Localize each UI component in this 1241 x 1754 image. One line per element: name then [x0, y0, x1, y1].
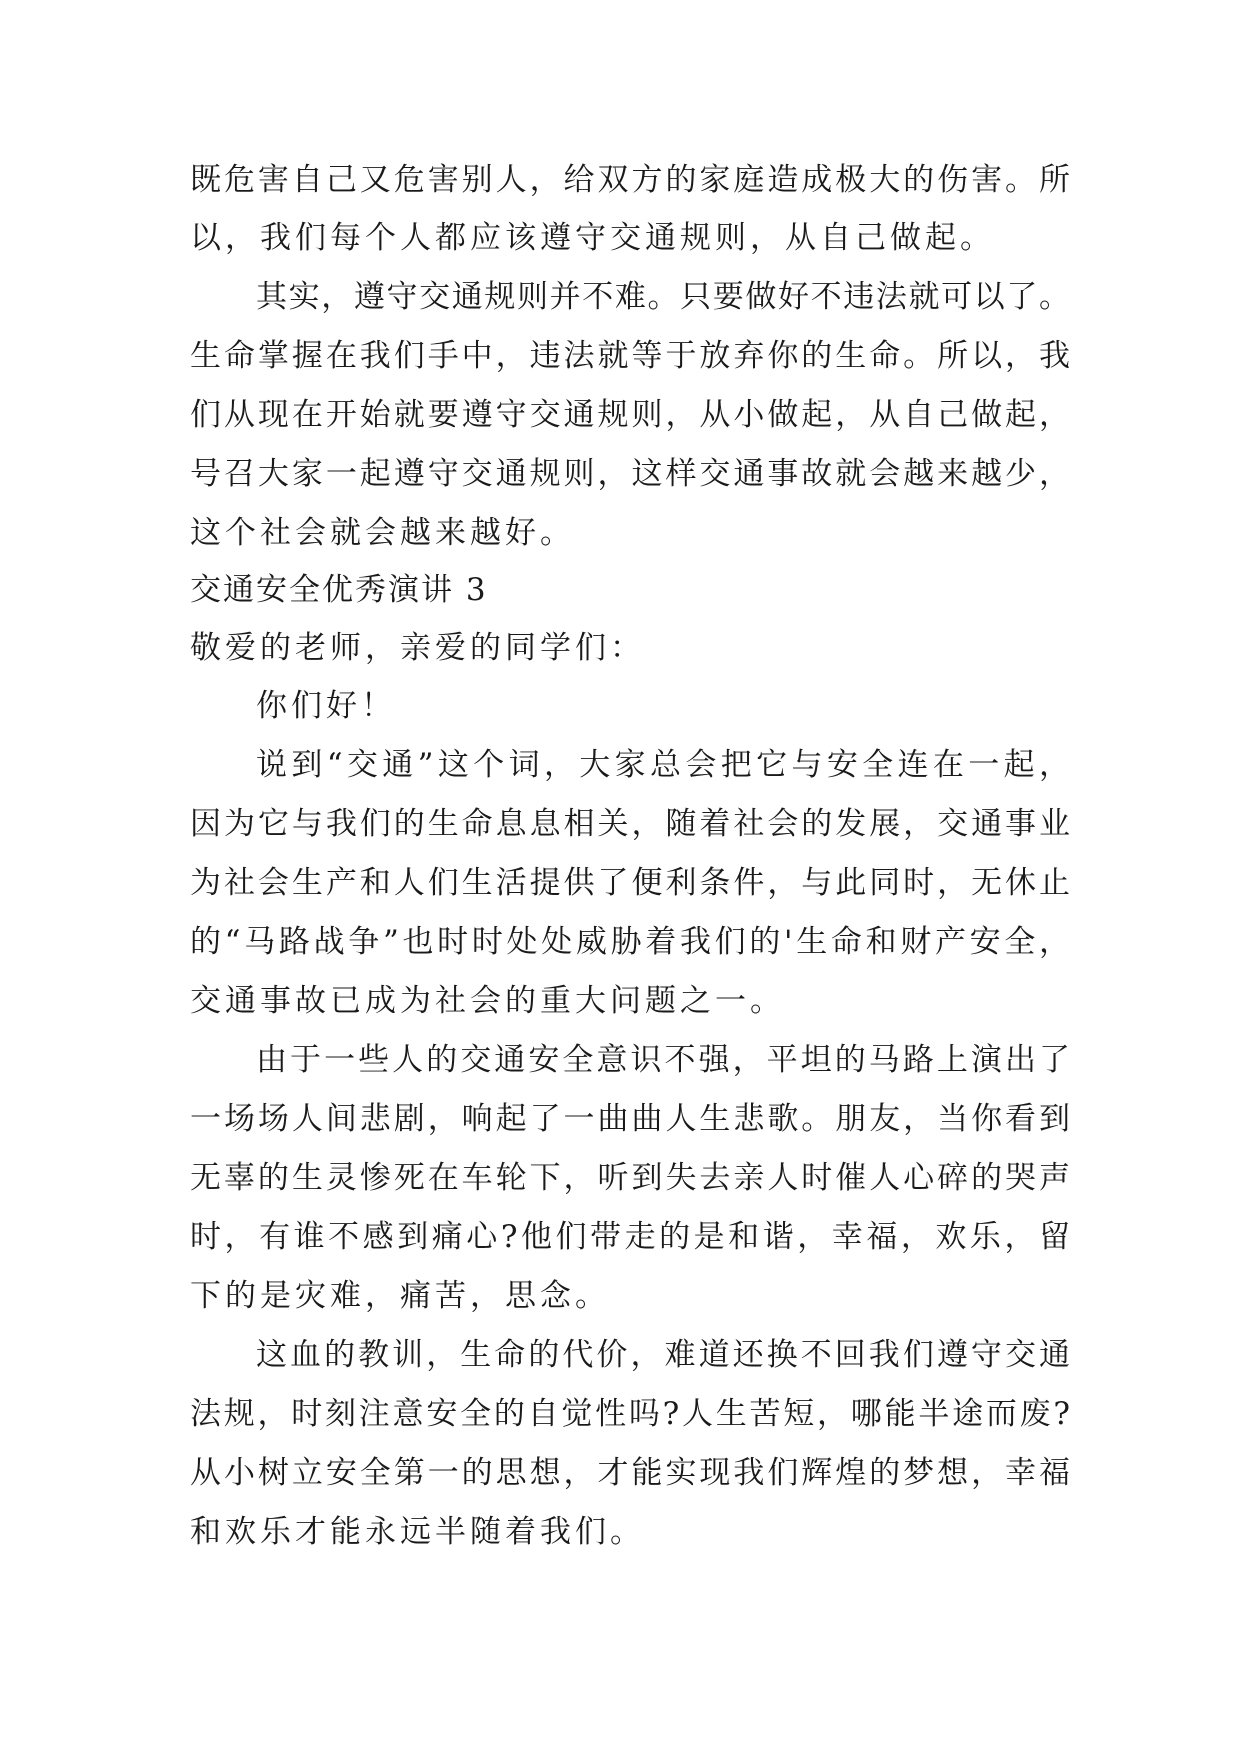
paragraph-line: 由于一些人的交通安全意识不强，平坦的马路上演出了 [256, 1042, 1070, 1078]
paragraph-line: 的“马路战争”也时时处处威胁着我们的'生命和财产安全， [190, 924, 1070, 960]
paragraph-line: 从小树立安全第一的思想，才能实现我们辉煌的梦想，幸福 [190, 1455, 1070, 1491]
paragraph-line: 说到“交通”这个词，大家总会把它与安全连在一起， [256, 747, 1070, 783]
paragraph-line: 这血的教训，生命的代价，难道还换不回我们遵守交通 [256, 1337, 1070, 1373]
paragraph-line: 这个社会就会越来越好。 [190, 515, 575, 551]
salutation: 敬爱的老师，亲爱的同学们： [190, 630, 645, 666]
paragraph-line: 号召大家一起遵守交通规则，这样交通事故就会越来越少， [190, 456, 1070, 492]
paragraph-line: 交通事故已成为社会的重大问题之一。 [190, 983, 785, 1019]
greeting: 你们好！ [256, 688, 396, 724]
paragraph-line: 因为它与我们的生命息息相关，随着社会的发展，交通事业 [190, 806, 1070, 842]
paragraph-line: 一场场人间悲剧，响起了一曲曲人生悲歌。朋友，当你看到 [190, 1101, 1070, 1137]
paragraph-line: 既危害自己又危害别人，给双方的家庭造成极大的伤害。所 [190, 162, 1070, 198]
paragraph-line: 无辜的生灵惨死在车轮下，听到失去亲人时催人心碎的哭声 [190, 1160, 1070, 1196]
paragraph-line: 为社会生产和人们生活提供了便利条件，与此同时，无休止 [190, 865, 1070, 901]
paragraph-line: 们从现在开始就要遵守交通规则，从小做起，从自己做起， [190, 397, 1070, 433]
paragraph-line: 时，有谁不感到痛心?他们带走的是和谐，幸福，欢乐，留 [190, 1219, 1070, 1255]
section-heading: 交通安全优秀演讲 3 [190, 572, 488, 608]
paragraph-line: 下的是灾难，痛苦，思念。 [190, 1278, 610, 1314]
paragraph-line: 以，我们每个人都应该遵守交通规则，从自己做起。 [190, 220, 995, 256]
paragraph-line: 生命掌握在我们手中，违法就等于放弃你的生命。所以，我 [190, 338, 1070, 374]
paragraph-line: 和欢乐才能永远半随着我们。 [190, 1514, 645, 1550]
paragraph-line: 其实，遵守交通规则并不难。只要做好不违法就可以了。 [256, 279, 1070, 315]
paragraph-line: 法规，时刻注意安全的自觉性吗?人生苦短，哪能半途而废? [190, 1396, 1070, 1432]
